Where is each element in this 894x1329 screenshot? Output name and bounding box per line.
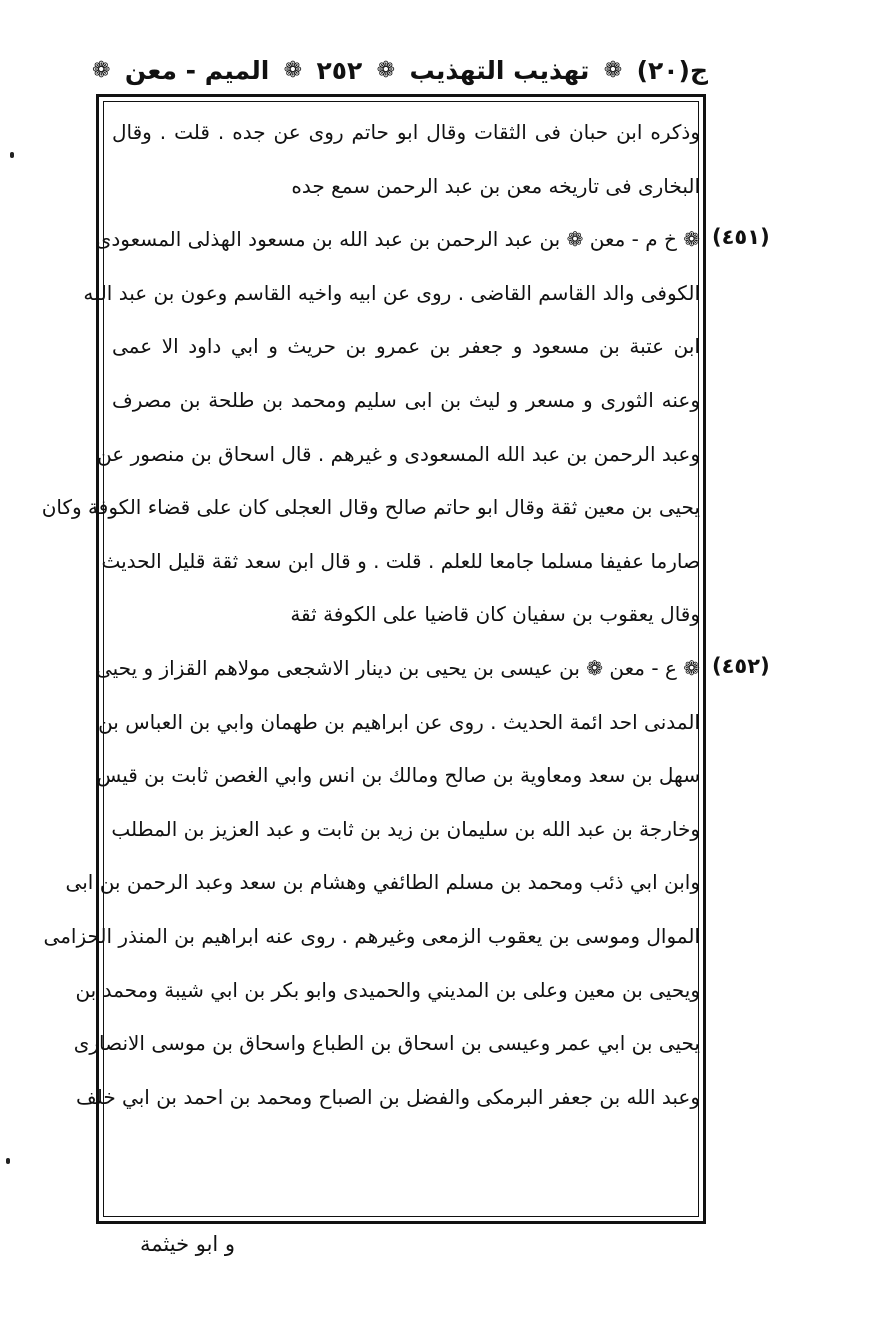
text-line: وعنه الثورى و مسعر و ليث بن ابى سليم ومحمد بن طلحة بن مصرف <box>112 387 700 412</box>
text-line: وابن ابي ذئب ومحمد بن مسلم الطائفي وهشام بن سعد وعبد الرحمن بن ابى <box>65 870 700 895</box>
page-number: ٢٥٢ <box>316 55 363 85</box>
text-line: ابن عتبة بن مسعود و جعفر بن عمرو بن حريث و ابي داود الا عمى <box>112 334 700 359</box>
page-header <box>88 48 708 92</box>
text-line: وعبد الله بن جعفر البرمكى والفضل بن الصباح ومحمد بن احمد بن ابي خلف <box>76 1084 700 1109</box>
text-line: ❁ ع - معن ❁ بن عيسى بن يحيى بن دينار الاشجعى مولاهم القزاز و يحيى <box>95 655 700 680</box>
text-line: صارما عفيفا مسلما جامعا للعلم . قلت . و قال ابن سعد ثقة قليل الحديث <box>101 548 700 573</box>
ornament-icon: ❁ <box>603 57 623 83</box>
text-line: البخارى فى تاريخه معن بن عبد الرحمن سمع جده <box>291 173 700 198</box>
catchword: و ابو خيثمة <box>140 1232 236 1256</box>
text-line: سهل بن سعد ومعاوية بن صالح ومالك بن انس وابي الغصن ثابت بن قيس <box>96 763 700 788</box>
entry-number: (٤٥١) <box>712 225 770 250</box>
text-line: يحيى بن معين ثقة وقال ابو حاتم صالح وقال العجلى كان على قضاء الكوفة وكان <box>41 495 700 520</box>
section-title: الميم - معن <box>124 55 270 85</box>
text-line: الكوفى والد القاسم القاضى . روى عن ابيه واخيه القاسم وعون بن عبد الله <box>83 280 700 305</box>
main-text <box>41 106 700 1124</box>
text-line: وذكره ابن حبان فى الثقات وقال ابو حاتم روى عن جده . قلت . وقال <box>112 120 700 144</box>
entry-number: (٤٥٢) <box>712 654 770 678</box>
ornament-icon: ❁ <box>92 57 111 83</box>
text-line: ويحيى بن معين وعلى بن المديني والحميدى وابو بكر بن ابي شيبة ومحمد بن <box>75 977 700 1002</box>
text-line: ❁ خ م - معن ❁ بن عبد الرحمن بن عبد الله بن مسعود الهذلى المسعودى <box>95 227 700 252</box>
text-line: وعبد الرحمن بن عبد الله المسعودى و غيرهم . قال اسحاق بن منصور عن <box>97 441 700 466</box>
text-line: وخارجة بن عبد الله بن سليمان بن زيد بن ثابت و عبد العزيز بن المطلب <box>111 816 700 841</box>
text-line: الموال وموسى بن يعقوب الزمعى وغيرهم . روى عنه ابراهيم بن المنذر الحزامى <box>43 923 700 948</box>
scan-speck <box>6 1158 10 1164</box>
volume-number: ج(٢٠) <box>636 55 708 85</box>
ornament-icon: ❁ <box>283 57 303 83</box>
book-title: تهذيب التهذيب <box>409 55 590 85</box>
text-line: يحيى بن ابي عمر وعيسى بن اسحاق بن الطباع واسحاق بن موسى الانصارى <box>73 1031 700 1056</box>
text-line: المدنى احد ائمة الحديث . روى عن ابراهيم بن طهمان وابي بن العباس بن <box>98 709 700 734</box>
scan-speck <box>10 152 14 158</box>
ornament-icon: ❁ <box>376 57 396 83</box>
text-line: وقال يعقوب بن سفيان كان قاضيا على الكوفة ثقة <box>290 602 700 627</box>
